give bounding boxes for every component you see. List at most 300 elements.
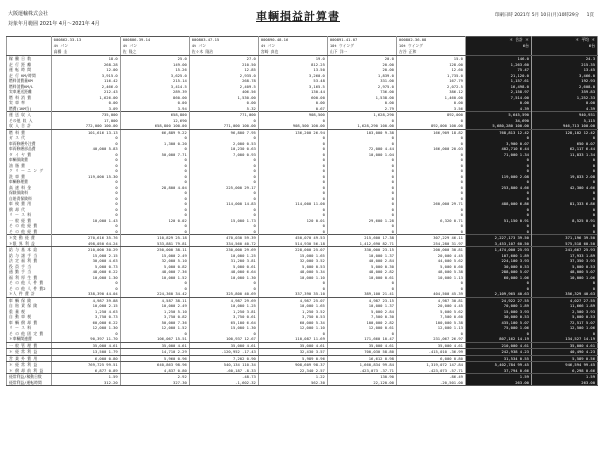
vehicle-value: 0 xyxy=(258,118,327,124)
vehicle-value: 735,000 xyxy=(51,112,120,118)
row-label: 燃 料 消 費 xyxy=(7,95,52,101)
vehicle-value: 12,000 1.10 xyxy=(258,325,327,331)
vehicle-value: 0 xyxy=(327,185,396,191)
vehicle-value: 0 xyxy=(396,331,465,337)
vehicle-value: 230,000 29.69 xyxy=(189,247,258,253)
vehicle-value: 1,412,690 82.71 xyxy=(327,241,396,247)
vehicle-value: 0 xyxy=(258,135,327,141)
row-label: ガ ス 代 xyxy=(7,135,52,141)
row-label: 車 検 費 用 xyxy=(7,201,52,207)
vehicle-value: 0 xyxy=(396,141,465,147)
vehicle-value: 0 xyxy=(189,190,258,196)
vehicle-value: 0 xyxy=(396,179,465,185)
average-value: 1,252.33 xyxy=(531,95,597,101)
vehicle-value: 1,626.00 xyxy=(51,95,120,101)
total-value: 0 xyxy=(465,179,531,185)
vehicle-value: 289.39 xyxy=(120,89,189,95)
vehicle-value: 450,070 49.53 xyxy=(258,235,327,241)
vehicle-value: 562.30 xyxy=(258,380,327,386)
vehicle-value: 772,000 100.00 xyxy=(51,123,120,129)
vehicle-value: 0 xyxy=(258,174,327,180)
total-value: 3,900 0.07 xyxy=(465,141,531,147)
vehicle-value: 48,000 5.38 xyxy=(396,269,465,275)
total-value: 24,922 27.55 xyxy=(465,297,531,303)
vehicle-value: 10,000 1.65 xyxy=(258,303,327,309)
vehicle-value: -60,187 -8.33 xyxy=(189,368,258,374)
row-label: その他 収 入 xyxy=(7,118,52,124)
average-value: 241,667 25.93 xyxy=(531,247,597,253)
vehicle-value: 0 xyxy=(189,179,258,185)
vehicle-value: 540,134 110.34 xyxy=(189,362,258,368)
vehicle-value: 0 xyxy=(396,135,465,141)
row-label: 車 輌 保 険 xyxy=(7,297,52,303)
vehicle-value: 96,800 7.95 xyxy=(189,129,258,135)
vehicle-value: 2,975.0 xyxy=(327,84,396,90)
company-name: 大阪運輸株式会社 xyxy=(8,11,49,17)
row-label: そ の 他 人 件 費 xyxy=(7,280,52,286)
average-value: 0 xyxy=(531,286,597,292)
vehicle-value: 0 xyxy=(51,179,120,185)
vehicle-value: 50,000 7.71 xyxy=(120,152,189,158)
total-count: 6台 xyxy=(465,43,531,49)
vehicle-value: 20,000 4.45 xyxy=(396,303,465,309)
vehicle-value: -86.49 xyxy=(396,374,465,380)
vehicle-value: 0 xyxy=(51,141,120,147)
driver-1: 高橋 圭 xyxy=(51,49,120,56)
vehicle-kind-3: 4t パン xyxy=(189,43,258,49)
vehicle-value: 119,000 15.30 xyxy=(51,174,120,180)
vehicle-value: 0 xyxy=(120,280,189,286)
page-number: 1頁 xyxy=(586,13,594,18)
vehicle-value: 0 xyxy=(327,135,396,141)
vehicle-value: 7,500 0.30 xyxy=(327,314,396,320)
vehicle-value: 640,863 98.96 xyxy=(120,362,189,368)
vehicle-value: 386.12 xyxy=(396,89,465,95)
total-value: 51,150 0.91 xyxy=(465,218,531,224)
table-row xyxy=(7,314,598,320)
vehicle-value: 15,000 1.30 xyxy=(189,325,258,331)
vehicle-value: 337,390 35.10 xyxy=(258,291,327,297)
vehicle-value: 0 xyxy=(396,157,465,163)
vehicle-value: 0 xyxy=(327,168,396,174)
average-value: 62,117 6.44 xyxy=(531,146,597,152)
vehicle-value: 0 xyxy=(51,280,120,286)
total-value: 0 xyxy=(465,286,531,292)
total-value: 1,474,000 25.93 xyxy=(465,247,531,253)
table-row xyxy=(7,129,598,135)
vehicle-value: 215,600 17.38 xyxy=(327,235,396,241)
total-value: 210,000 4.61 xyxy=(465,342,531,349)
vehicle-value: 0 xyxy=(258,152,327,158)
vehicle-value: -120,952 -17.43 xyxy=(189,349,258,356)
vehicle-value: 4,987 30.81 xyxy=(396,297,465,303)
vehicle-value: 18.0 xyxy=(51,56,120,62)
vehicle-value: 28,800 4.04 xyxy=(120,185,189,191)
total-value: 31,534 0.55 xyxy=(465,355,531,362)
total-value: 0 xyxy=(465,157,531,163)
vehicle-value: 0 xyxy=(327,157,396,163)
row-label: 洗 車 費 xyxy=(7,174,52,180)
vehicle-value: 600.00 xyxy=(258,95,327,101)
average-value: 0 xyxy=(531,135,597,141)
vehicle-value: 149.00 xyxy=(120,62,189,68)
average-value: 575,518 60.50 xyxy=(531,241,597,247)
vehicle-value: 0.00 xyxy=(189,100,258,106)
row-label: 燃料消費量KM xyxy=(7,78,52,84)
vehicle-value: 0 xyxy=(189,229,258,235)
vehicle-value: 0 xyxy=(396,229,465,235)
vehicle-value: 331.00 xyxy=(327,78,396,84)
row-label: リ ー ス 料 xyxy=(7,325,52,331)
vehicle-value: 0 xyxy=(258,190,327,196)
vehicle-value: 15,000 1.73 xyxy=(189,218,258,224)
vehicle-value: 1,628,290 100.00 xyxy=(327,123,396,129)
row-label: ク リ ー ニ ン グ xyxy=(7,168,52,174)
total-value: 5,680,280 100.00 xyxy=(465,123,531,129)
vehicle-value: 5,000 5.62 xyxy=(396,309,465,315)
vehicle-value: 1,460.00 xyxy=(396,95,465,101)
vehicle-value: 5,000 0.61 xyxy=(189,264,258,270)
vehicle-value: 0 xyxy=(189,223,258,229)
vehicle-value: 228,000 25.07 xyxy=(258,247,327,253)
vehicle-value: 0 xyxy=(396,212,465,218)
vehicle-value: 12,000 1.13 xyxy=(396,325,465,331)
vehicle-value: 330,000 23.15 xyxy=(327,247,396,253)
vehicle-value: 5,000 0.30 xyxy=(327,264,396,270)
vehicle-kind-2: 4t パン xyxy=(120,43,189,49)
average-value: 134,527 14.19 xyxy=(531,336,597,342)
vehicle-value: 270,616 35.76 xyxy=(51,235,120,241)
print-info xyxy=(495,12,594,18)
vehicle-value: 0 xyxy=(120,190,189,196)
total-value: 37,794 0.66 xyxy=(465,368,531,374)
vehicle-value: 254,280 31.97 xyxy=(396,241,465,247)
vehicle-value: 0 xyxy=(120,196,189,202)
row-label: 自 動 車 税 xyxy=(7,314,52,320)
vehicle-value: 0 xyxy=(120,286,189,292)
total-value: 0 xyxy=(465,168,531,174)
vehicle-value: 2,935.0 xyxy=(189,73,258,79)
vehicle-value: 171,660 10.47 xyxy=(327,336,396,342)
vehicle-value: 0 xyxy=(51,229,120,235)
row-label: 一 般 管 理 費 xyxy=(7,342,52,349)
vehicle-value: 50,000 7.36 xyxy=(120,320,189,326)
row-label: ＊人 件 費 計 xyxy=(7,291,52,297)
total-value: 288,000 5.07 xyxy=(465,269,531,275)
row-label: 稼 働 日 数 xyxy=(7,56,52,62)
total-value: 1,263.60 xyxy=(465,62,531,68)
driver-2: 佐 隆之 xyxy=(120,49,189,56)
average-value: 0 xyxy=(531,207,597,213)
average-value: 11,833 1.34 xyxy=(531,152,597,158)
vehicle-value: 200,000 30.81 xyxy=(396,247,465,253)
vehicle-value: 22,120.00 xyxy=(327,380,396,386)
vehicle-value: 0 xyxy=(258,141,327,147)
average-value: 42,300 4.66 xyxy=(531,185,597,191)
vehicle-value: 0 xyxy=(120,229,189,235)
total-value: 435,100 5.07 xyxy=(465,320,531,326)
row-label: 給 与 諸 手 当 xyxy=(7,253,52,259)
vehicle-value: 224,360 34.42 xyxy=(120,291,189,297)
report-header xyxy=(6,8,598,34)
vehicle-value: 31,200 3.81 xyxy=(189,258,258,264)
vehicle-value: 0 xyxy=(327,179,396,185)
vehicle-value: 210,000 30.29 xyxy=(51,247,120,253)
vehicle-value: 0 xyxy=(51,163,120,169)
vehicle-value: 231,067 26.97 xyxy=(396,336,465,342)
total-value: 5,645,590 xyxy=(465,112,531,118)
vehicle-value: 66,889 9.22 xyxy=(120,129,189,135)
total-value: 224,100 3.93 xyxy=(465,258,531,264)
vehicle-value: 215.14 xyxy=(120,78,189,84)
vehicle-value: 769,725 99.51 xyxy=(51,362,120,368)
row-label: 油 脂 費 xyxy=(7,163,52,169)
vehicle-value: 0 xyxy=(327,141,396,147)
vehicle-value: 4,587 38.11 xyxy=(120,297,189,303)
vehicle-value: 0 xyxy=(327,223,396,229)
vehicle-value: 53.48 xyxy=(258,78,327,84)
vehicle-value: 48,000 6.22 xyxy=(51,269,120,275)
vehicle-value: 10,000 1.30 xyxy=(189,275,258,281)
vehicle-value: 0 xyxy=(327,196,396,202)
total-value: 253,800 4.66 xyxy=(465,185,531,191)
vehicle-value: 2.79 xyxy=(327,106,396,112)
vehicle-header-2: 000806-39-14 xyxy=(120,37,189,44)
vehicle-value: 533,881 79.81 xyxy=(120,241,189,247)
vehicle-value: 812.25 xyxy=(258,62,327,68)
vehicle-value: 327.30 xyxy=(120,380,189,386)
vehicle-value: 0 xyxy=(327,163,396,169)
total-value: 488,000 6.86 xyxy=(465,201,531,207)
vehicle-value: 908,500 xyxy=(258,112,327,118)
average-value: 17,933 1.89 xyxy=(531,253,597,259)
vehicle-value: 1,735.0 xyxy=(396,73,465,79)
vehicle-value: 250,000 38.11 xyxy=(120,247,189,253)
table-row xyxy=(7,303,598,309)
vehicle-value: 29,600 1.28 xyxy=(327,218,396,224)
average-value: 192.93 xyxy=(531,78,597,84)
row-label: 保険保険料 xyxy=(7,190,52,196)
vehicle-value: 3,165.5 xyxy=(258,84,327,90)
vehicle-value: 2.92 xyxy=(120,374,189,380)
vehicle-value: 2,000 0.53 xyxy=(189,141,258,147)
vehicle-value: 700,030 58.80 xyxy=(327,349,396,356)
vehicle-value: 0 xyxy=(51,190,120,196)
vehicle-value: 0 xyxy=(120,201,189,207)
total-value: 34,690 xyxy=(465,118,531,124)
vehicle-value: 4,837 0.80 xyxy=(120,368,189,374)
vehicle-value: 0.00 xyxy=(120,100,189,106)
vehicle-value: 0 xyxy=(258,196,327,202)
vehicle-value: 0 xyxy=(396,163,465,169)
average-value: 946,594 99.45 xyxy=(531,362,597,368)
average-value: 24.3 xyxy=(531,56,597,62)
vehicle-value: 1,250 5.10 xyxy=(120,309,189,315)
average-value: 0 xyxy=(531,157,597,163)
vehicle-value: 1,538.00 xyxy=(327,95,396,101)
row-label: 自 賠 責 保 険 xyxy=(7,303,52,309)
vehicle-value: 0 xyxy=(189,212,258,218)
vehicle-value: 120 0.01 xyxy=(258,218,327,224)
vehicle-value: 225,000 29.17 xyxy=(189,185,258,191)
vehicle-value: 0 xyxy=(51,196,120,202)
vehicle-value: 106,067 15.51 xyxy=(120,336,189,342)
print-datetime: 印刷日時 2021年 5月 10日(月)10時29分 xyxy=(494,13,580,18)
vehicle-value: 470,030 59.39 xyxy=(189,235,258,241)
vehicle-value: 15.26 xyxy=(120,67,189,73)
vehicle-value: 90,397 11.70 xyxy=(51,336,120,342)
total-value: 75,000 1.06 xyxy=(465,325,531,331)
average-value: 1.59 xyxy=(531,374,597,380)
row-label: 走 行 距 離 xyxy=(7,62,52,68)
driver-5: 山下 洋一 xyxy=(327,49,396,56)
average-value: 5,589 0.56 xyxy=(531,355,597,362)
vehicle-value: 15,000 1.65 xyxy=(258,253,327,259)
vehicle-value: 65,100 6.64 xyxy=(189,320,258,326)
vehicle-kind-5: 10t ウイング xyxy=(327,43,396,49)
vehicle-value: 60,000 6.22 xyxy=(51,320,120,326)
vehicle-value: 1,250 3.52 xyxy=(258,309,327,315)
vehicle-value: 3,750 0.53 xyxy=(258,314,327,320)
row-label: ＊車輌関連費 xyxy=(7,336,52,342)
row-label: ＊限 界 利 益 xyxy=(7,241,52,247)
average-value: 2,608.0 xyxy=(531,84,597,90)
row-label: 経常利益/稼動日数 xyxy=(7,374,52,380)
vehicle-value: 2,072.5 xyxy=(396,84,465,90)
vehicle-header-1: 000862-33-13 xyxy=(51,37,120,44)
vehicle-value: 0.00 xyxy=(327,100,396,106)
vehicle-value: 0 xyxy=(51,185,120,191)
total-value: 0 xyxy=(465,212,531,218)
average-value: 2,500 3.93 xyxy=(531,309,597,315)
average-value: 11,666 1.89 xyxy=(531,303,597,309)
average-value: 0 xyxy=(531,163,597,169)
row-label: 自賠責保険料 xyxy=(7,196,52,202)
vehicle-value: 7,500 0.60 xyxy=(396,314,465,320)
vehicle-value: 3,750 0.82 xyxy=(120,314,189,320)
average-value: 0 xyxy=(531,190,597,196)
vehicle-value: 35,000 4.61 xyxy=(258,342,327,349)
row-label: 高 速 料 金 xyxy=(7,185,52,191)
total-value: 71,000 1.34 xyxy=(465,152,531,158)
vehicle-value: 0 xyxy=(396,185,465,191)
vehicle-kind-4: 4t パン xyxy=(258,43,327,49)
vehicle-value: 100,937 12.67 xyxy=(189,336,258,342)
average-count: 6台 xyxy=(531,43,597,49)
vehicle-value: 116.42 xyxy=(51,78,120,84)
vehicle-value: 338,390 44.04 xyxy=(51,291,120,297)
average-value: 0 xyxy=(531,223,597,229)
vehicle-value: 0 xyxy=(396,190,465,196)
report-title: 車輌損益計算書 xyxy=(256,10,340,23)
vehicle-value: 0 xyxy=(258,168,327,174)
vehicle-value: 35,000 4.61 xyxy=(120,342,189,349)
vehicle-value: 6,320 0.71 xyxy=(396,218,465,224)
vehicle-value: 166,909 18.82 xyxy=(396,129,465,135)
average-value: 12,500 1.06 xyxy=(531,325,597,331)
vehicle-value: 0 xyxy=(189,280,258,286)
vehicle-header-5: 000891-41-07 xyxy=(327,37,396,44)
table-row xyxy=(7,349,598,356)
vehicle-value: 0 xyxy=(189,174,258,180)
average-value: 0 xyxy=(531,331,597,337)
vehicle-value: 0 xyxy=(189,163,258,169)
vehicle-value: 10,000 1.25 xyxy=(189,303,258,309)
vehicle-value: 60,000 5.34 xyxy=(258,320,327,326)
row-label: ＊変 動 経 費 xyxy=(7,235,52,241)
vehicle-value: 0 xyxy=(327,190,396,196)
vehicle-value: 10,000 2.15 xyxy=(51,303,120,309)
vehicle-value: 14,710 2.29 xyxy=(120,349,189,356)
row-label: そ の 他 人 件 費2 xyxy=(7,286,52,292)
row-label: 走 行 KM/時間 xyxy=(7,73,52,79)
row-label: タ イ ヤ 費 xyxy=(7,152,52,158)
vehicle-value: 12.60 xyxy=(396,67,465,73)
vehicle-value: 32,430 3.57 xyxy=(258,349,327,356)
vehicle-value: 771,000 100.00 xyxy=(189,123,258,129)
vehicle-value: 3,750 0.61 xyxy=(189,314,258,320)
vehicle-value: 4,987 39.88 xyxy=(51,297,120,303)
average-value: 5,115 xyxy=(531,118,597,124)
vehicle-kind-1: 4t パン xyxy=(51,43,120,49)
vehicle-value: 6,877 0.89 xyxy=(51,368,120,374)
vehicle-value: 15,000 2.49 xyxy=(120,253,189,259)
vehicle-value: 0 xyxy=(396,118,465,124)
average-value: 8,525 0.91 xyxy=(531,218,597,224)
row-label: 燃料消費KM/L xyxy=(7,84,52,90)
vehicle-value: 0 xyxy=(327,286,396,292)
average-value: 0 xyxy=(531,229,597,235)
vehicle-value: 0 xyxy=(189,196,258,202)
vehicle-value: 0 xyxy=(327,229,396,235)
row-label: 車両修繕外注費 xyxy=(7,141,52,147)
vehicle-value: 10,000 1.30 xyxy=(51,275,120,281)
vehicle-value: 5,960 0.96 xyxy=(120,355,189,362)
vehicle-value: 20.00 xyxy=(327,67,396,73)
vehicle-value: 0 xyxy=(120,207,189,213)
vehicle-value: 101,616 13.13 xyxy=(51,129,120,135)
vehicle-value: 130.90 xyxy=(327,374,396,380)
total-value: 3,453,107 60.50 xyxy=(465,241,531,247)
vehicle-value: 16,612 0.98 xyxy=(327,355,396,362)
average-value: 650 0.07 xyxy=(531,141,597,147)
vehicle-value: 1,839.0 xyxy=(327,73,396,79)
vehicle-value: 44,000 5.62 xyxy=(396,258,465,264)
table-row xyxy=(7,291,598,297)
vehicle-value: 0 xyxy=(327,331,396,337)
vehicle-value: 325,800 40.69 xyxy=(189,291,258,297)
total-value: 60,000 1.06 xyxy=(465,275,531,281)
row-label: 経常利益/運転時間 xyxy=(7,380,52,386)
driver-4: 宮崎 真也 xyxy=(258,49,327,56)
total-value: 0 xyxy=(465,280,531,286)
vehicle-value: 0 xyxy=(120,163,189,169)
total-value: 70,000 1.89 xyxy=(465,303,531,309)
vehicle-value: 0.00 xyxy=(258,100,327,106)
vehicle-value: 3,260.0 xyxy=(258,73,327,79)
vehicle-value: 0 xyxy=(258,157,327,163)
vehicle-value: 19.0 xyxy=(258,56,327,62)
row-label: 給 与 基 本 給 xyxy=(7,247,52,253)
vehicle-value: 22,340 2.57 xyxy=(258,368,327,374)
vehicle-value: 0 xyxy=(189,168,258,174)
vehicle-value: 6,000 0.80 xyxy=(51,355,120,362)
average-value: 263.00 xyxy=(531,380,597,386)
vehicle-value: -1,602.32 xyxy=(189,380,258,386)
total-value: 1,157.61 xyxy=(465,78,531,84)
vehicle-value: 12,000 1.52 xyxy=(120,325,189,331)
vehicle-value: 1,250 3.81 xyxy=(189,309,258,315)
